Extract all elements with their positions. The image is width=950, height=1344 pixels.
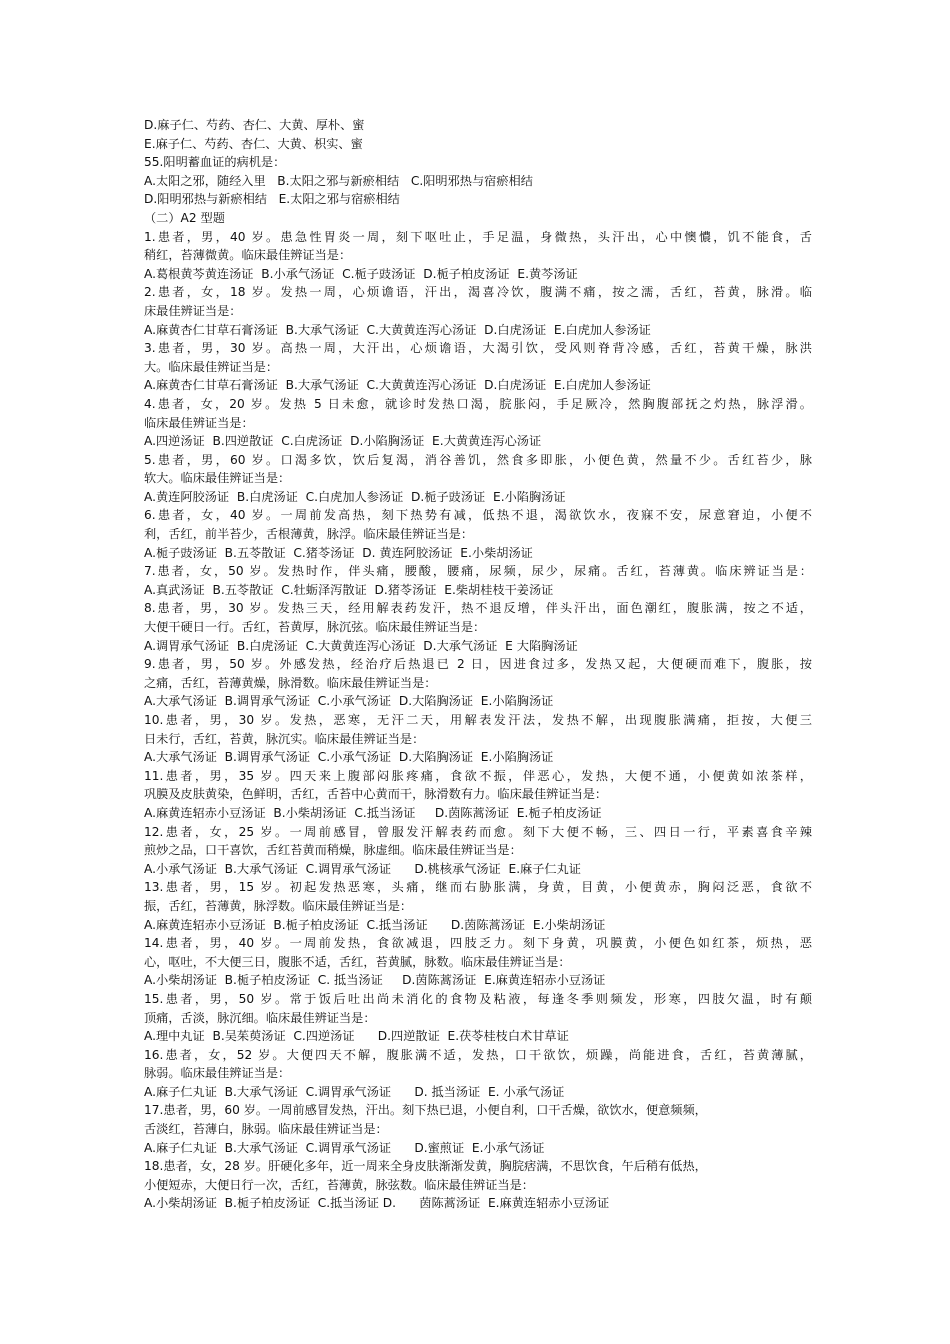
text-line: 利，舌红，前半苔少，舌根薄黄，脉浮。临床最佳辨证当是： [144,527,474,542]
text-line: A.小柴胡汤证 B.栀子柏皮汤证 C. 抵当汤证 D.茵陈蒿汤证 E.麻黄连轺赤小豆汤证 [144,973,606,988]
text-line: 大便干硬日一行。舌红，苔黄厚，脉沉弦。临床最佳辨证当是： [144,620,486,635]
text-line: A.四逆汤证 B.四逆散证 C.白虎汤证 D.小陷胸汤证 E.大黄黄连泻心汤证 [144,434,542,449]
text-line: A.麻黄连轺赤小豆汤证 B.小柴胡汤证 C.抵当汤证 D.茵陈蒿汤证 E.栀子柏皮汤证 [144,805,602,820]
text-line: 17.患者，男，60 岁。一周前感冒发热，汗出。刻下热已退，小便自利，口干舌燥，欲饮水，便意频频， [144,1103,707,1118]
text-line: A.麻黄杏仁甘草石膏汤证 B.大承气汤证 C.大黄黄连泻心汤证 D.白虎汤证 E.白虎加人参汤证 [144,378,651,393]
text-line: A.麻子仁丸证 B.大承气汤证 C.调胃承气汤证 D.蜜煎证 E.小承气汤证 [144,1140,545,1155]
text-line: A.调胃承气汤证 B.白虎汤证 C.大黄黄连泻心汤证 D.大承气汤证 E 大陷胸汤证 [144,638,578,653]
text-line: 床最佳辨证当是： [144,303,242,318]
text-line: 舌淡红，苔薄白，脉弱。临床最佳辨证当是： [144,1122,388,1137]
text-line: 9.患者，男，50 岁。外感发热，经治疗后热退已 2 日，因进食过多，发热又起，大便硬而难下，腹胀，按 [144,657,812,672]
text-line: 15.患者，男，50 岁。常于饭后吐出尚未消化的食物及粘液，每逢冬季则频发，形寒，四肢欠温，时有颠 [144,991,812,1006]
text-line: 2.患者，女，18 岁。发热一周，心烦谵语，汗出，渴喜冷饮，腹满不痛，按之濡，舌红，苔黄，脉滑。临 [144,285,812,300]
text-line: 12.患者，女，25 岁。一周前感冒，曾服发汗解表药而愈。刻下大便不畅，三、四日一行，平素喜食辛辣 [144,824,812,839]
text-line: A.麻子仁丸证 B.大承气汤证 C.调胃承气汤证 D. 抵当汤证 E. 小承气汤证 [144,1084,565,1099]
text-line: 软大。临床最佳辨证当是： [144,471,291,486]
text-line: A.大承气汤证 B.调胃承气汤证 C.小承气汤证 D.大陷胸汤证 E.小陷胸汤证 [144,694,554,709]
text-line: A.黄连阿胶汤证 B.白虎汤证 C.白虎加人参汤证 D.栀子豉汤证 E.小陷胸汤证 [144,489,566,504]
text-line: 小便短赤，大便日行一次，舌红，苔薄黄，脉弦数。临床最佳辨证当是： [144,1177,534,1192]
text-line: 11.患者，男，35 岁。四天来上腹部闷胀疼痛，食欲不振，伴恶心，发热，大便不通，小便黄如浓茶样， [144,768,812,783]
text-line: 1.患者，男，40 岁。患急性胃炎一周，刻下呕吐止，手足温，身微热，头汗出，心中懊憹，饥不能食，舌 [144,229,812,244]
text-line: 4.患者，女，20 岁。发热 5 日未愈，就诊时发热口渴，脘胀闷，手足厥冷，然胸腹部抚之灼热，脉浮滑。 [144,396,812,411]
text-line: 心，呕吐，不大便三日，腹胀不适，舌红，苔黄腻，脉数。临床最佳辨证当是： [144,954,571,969]
text-line: 日未行，舌红，苔黄，脉沉实。临床最佳辨证当是： [144,731,425,746]
text-line: （二）A2 型题 [144,210,225,225]
text-line: 16.患者，女，52 岁。大便四天不解，腹胀满不适，发热，口干欲饮，烦躁，尚能进食，舌红，苔黄薄腻， [144,1047,812,1062]
text-line: 3.患者，男，30 岁。高热一周，大汗出，心烦谵语，大渴引饮，受风则脊背冷感，舌红，苔黄干燥，脉洪 [144,341,812,356]
text-line: A.理中丸证 B.吴茱萸汤证 C.四逆汤证 D.四逆散证 E.茯苓桂枝白术甘草证 [144,1029,569,1044]
text-line: 脉弱。临床最佳辨证当是： [144,1066,291,1081]
text-line: 55.阳明蓄血证的病机是： [144,155,286,170]
text-line: A.小承气汤证 B.大承气汤证 C.调胃承气汤证 D.桃核承气汤证 E.麻子仁丸证 [144,861,581,876]
text-line: 稍红，苔薄微黄。临床最佳辨证当是： [144,248,352,263]
text-line: A.真武汤证 B.五苓散证 C.牡蛎泽泻散证 D.猪苓汤证 E.柴胡桂枝干姜汤证 [144,582,554,597]
text-line: A.栀子豉汤证 B.五苓散证 C.猪苓汤证 D. 黄连阿胶汤证 E.小柴胡汤证 [144,545,533,560]
text-line: 顶痛，舌淡，脉沉细。临床最佳辨证当是： [144,1010,376,1025]
text-line: 6.患者，女，40 岁。一周前发高热，刻下热势有减，低热不退，渴欲饮水，夜寐不安，尿意窘迫，小便不 [144,508,812,523]
text-line: 7.患者，女，50 岁。发热时作，伴头痛，腰酸，腰痛，尿频，尿少，尿痛。舌红，苔薄黄。临床辨证当是： [144,564,812,579]
text-line: A.麻黄连轺赤小豆汤证 B.栀子柏皮汤证 C.抵当汤证 D.茵陈蒿汤证 E.小柴胡汤证 [144,917,606,932]
text-line: A.大承气汤证 B.调胃承气汤证 C.小承气汤证 D.大陷胸汤证 E.小陷胸汤证 [144,750,554,765]
text-line: 13.患者，男，15 岁。初起发热恶寒，头痛，继而右胁胀满，身黄，目黄，小便黄赤，胸闷泛恶，食欲不 [144,880,812,895]
text-line: 煎炒之品，口干喜饮，舌红苔黄而稍燥，脉虚细。临床最佳辨证当是： [144,843,522,858]
text-line: 18.患者，女，28 岁。肝硬化多年，近一周来全身皮肤渐渐发黄，胸脘痞满，不思饮食，午后稍有低热， [144,1159,707,1174]
text-line: 临床最佳辨证当是： [144,415,254,430]
text-line: 10.患者，男，30 岁。发热，恶寒，无汗二天，用解表发汗法，发热不解，出现腹胀满痛，拒按，大便三 [144,713,812,727]
text-line: 振，舌红，苔薄黄，脉浮数。临床最佳辨证当是： [144,898,413,913]
text-line: 14.患者，男，40 岁。一周前发热，食欲减退，四肢乏力。刻下身黄，巩膜黄，小便色如红茶，烦热，恶 [144,936,812,951]
text-line: 大。临床最佳辨证当是： [144,359,279,374]
text-line: 巩膜及皮肤黄染，色鲜明，舌红，舌苔中心黄而干，脉滑数有力。临床最佳辨证当是： [144,787,608,802]
text-line: 5.患者，男，60 岁。口渴多饮，饮后复渴，消谷善饥，然食多即胀，小便色黄，然量不少。舌红苔少，脉 [144,452,812,467]
text-line: 之痛，舌红，苔薄黄燥，脉滑数。临床最佳辨证当是： [144,675,437,690]
text-line: A.麻黄杏仁甘草石膏汤证 B.大承气汤证 C.大黄黄连泻心汤证 D.白虎汤证 E.白虎加人参汤证 [144,322,651,337]
text-line: E.麻子仁、芍药、杏仁、大黄、枳实、蜜 [144,136,363,151]
text-line: A.葛根黄芩黄连汤证 B.小承气汤证 C.栀子豉汤证 D.栀子柏皮汤证 E.黄芩汤证 [144,266,578,281]
text-line: D.麻子仁、芍药、杏仁、大黄、厚朴、蜜 [144,118,365,132]
document-page [144,116,812,1213]
text-line: A.太阳之邪，随经入里 B.太阳之邪与新瘀相结 C.阳明邪热与宿瘀相结 [144,173,533,188]
text-line: D.阳明邪热与新瘀相结 E.太阳之邪与宿瘀相结 [144,192,400,207]
text-line: 8.患者，男，30 岁。发热三天，经用解表药发汗，热不退反增，伴头汗出，面色潮红，腹胀满，按之不适， [144,601,812,616]
text-line: A.小柴胡汤证 B.栀子柏皮汤证 C.抵当汤证 D. 茵陈蒿汤证 E.麻黄连轺赤小豆汤证 [144,1196,610,1211]
